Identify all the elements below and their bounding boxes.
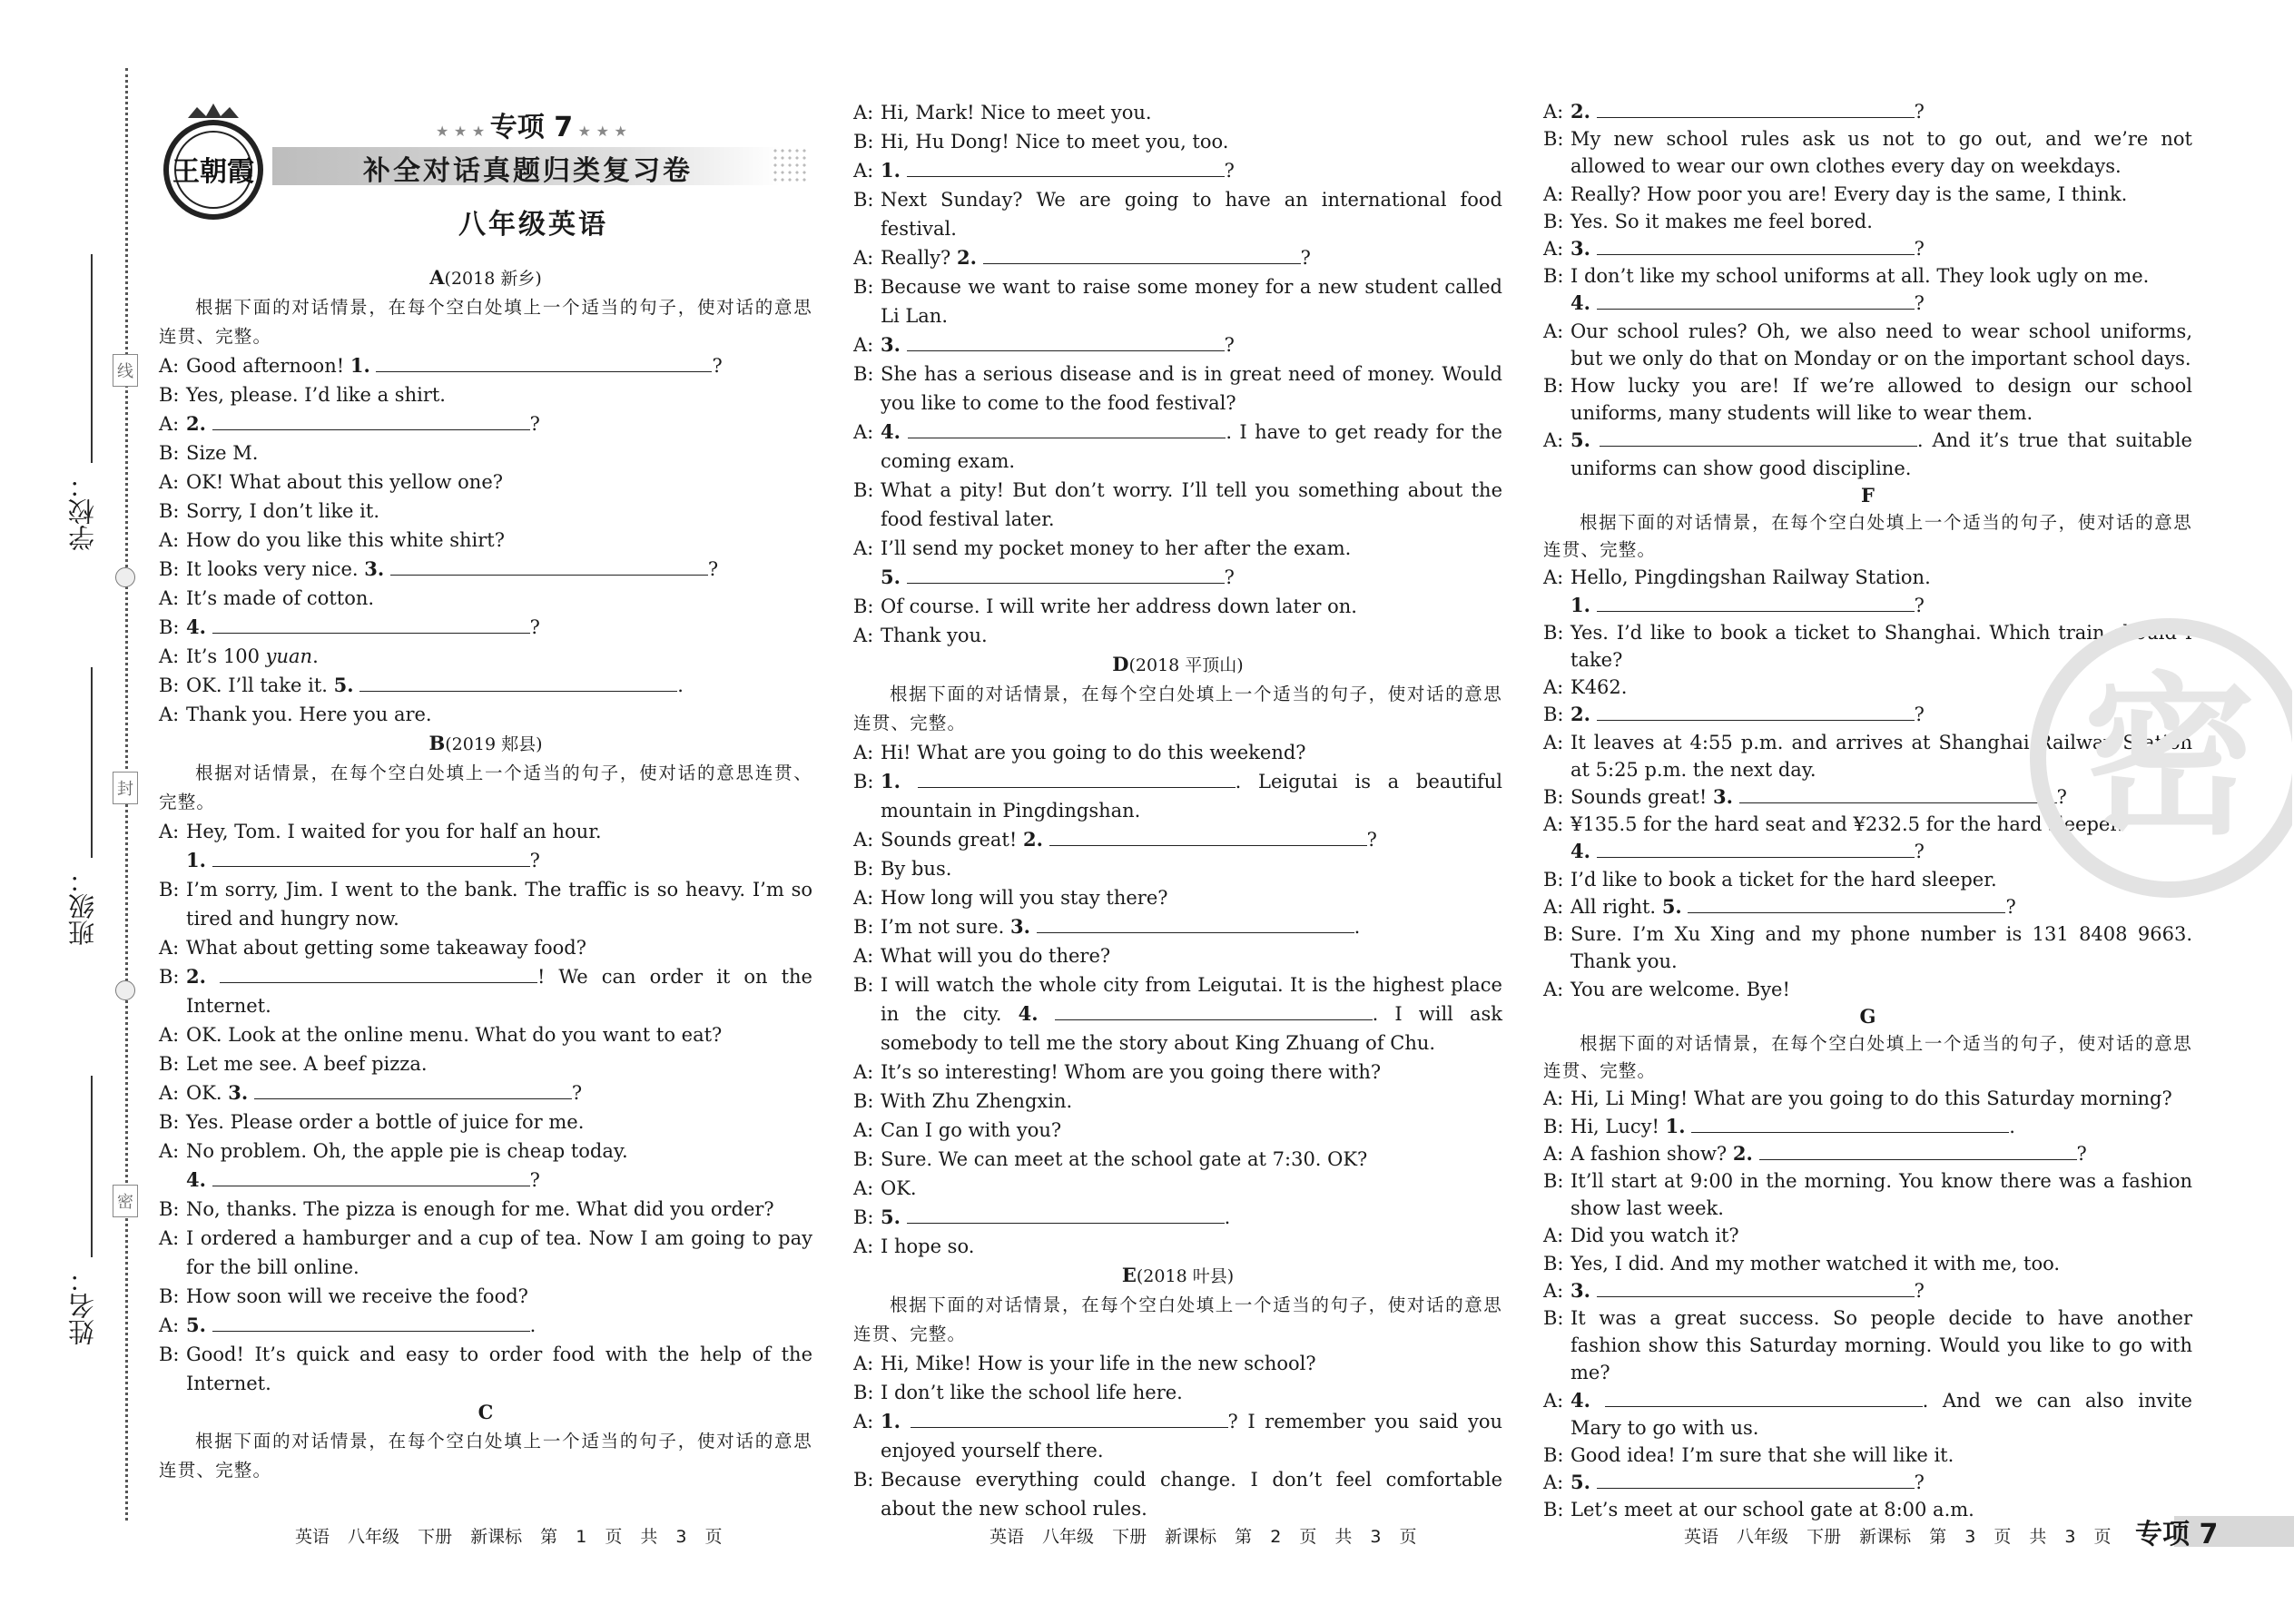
binding-hole-icon <box>115 567 135 587</box>
binding-hole-icon <box>115 980 135 1000</box>
dialog-line: B: Hi, Lucy! 1. . <box>1543 1114 2015 1137</box>
name-field[interactable] <box>91 1076 93 1257</box>
answer-blank[interactable] <box>376 353 712 372</box>
section-title-c: C <box>478 1401 494 1423</box>
dialog-line: A: Hey, Tom. I waited for you for half an hour. <box>159 821 602 842</box>
dialog-line: A: I ordered a hamburger and a cup of tea. Now I am going to pay for the bill online. <box>159 1227 812 1278</box>
footer-page-1: 英语 八年级 下册 新课标 第 1 页 共 3 页 <box>295 1527 723 1547</box>
answer-blank[interactable] <box>1055 1001 1373 1020</box>
section-title-a: A(2018 新乡) <box>429 266 542 289</box>
dialog-line: A: Sounds great! 2. ? <box>853 828 1377 851</box>
dialog-line: A: I hope so. <box>853 1235 975 1257</box>
dialog-line: A: You are welcome. Bye! <box>1543 978 1790 1000</box>
dialog-line: B: It’ll start at 9:00 in the morning. You know there was a fashion show last week. <box>1543 1169 2192 1220</box>
dialog-line: A: K462. <box>1543 676 1628 699</box>
dialog-line: B: Sure. I’m Xu Xing and my phone number is 131 8408 9663. Thank you. <box>1543 923 2192 973</box>
dialog-line: B: I don’t like the school life here. <box>853 1382 1183 1403</box>
dialog-line: B: I will watch the whole city from Leigutai. It is the highest place in the city. 4. . I will ask somebody to tell me the story about King Zhuang of Chu. <box>853 974 1502 1054</box>
dialog-line: B: How lucky you are! If we’re allowed to design our school uniforms, many students will like to wear them. <box>1543 375 2192 425</box>
dialog-line: 1. ? <box>186 849 540 871</box>
dialog-line: 4. ? <box>1570 291 1925 315</box>
answer-blank[interactable] <box>1597 236 1915 255</box>
answer-blank[interactable] <box>212 411 530 430</box>
dialog-line: A: All right. 5. ? <box>1543 894 2016 918</box>
dialog-line: B: Sounds great! 3. ? <box>1543 785 2067 809</box>
dialog-line: A: It’s 100 yuan. <box>159 645 319 667</box>
answer-blank[interactable] <box>1037 914 1354 933</box>
instruction: 根据下面的对话情景，在每个空白处填上一个适当的句子，使对话的意思连贯、完整。 <box>1543 512 2192 561</box>
dialog-line: A: 5. ? <box>1543 1471 1925 1494</box>
dialog-line: A: 3. ? <box>1543 1278 1925 1302</box>
dialog-line: B: Yes, please. I’d like a shirt. <box>159 384 446 406</box>
section-tag: 专项 7 <box>2135 1519 2219 1550</box>
answer-blank[interactable] <box>212 1313 530 1332</box>
answer-blank[interactable] <box>359 673 677 692</box>
binding-mark-xian: 线 <box>113 354 138 387</box>
dialog-line: B: Hi, Hu Dong! Nice to meet you, too. <box>853 131 1229 153</box>
dialog-line: B: I’d like to book a ticket for the hard sleeper. <box>1543 868 1997 891</box>
answer-blank[interactable] <box>212 615 530 634</box>
dialog-line: 5. ? <box>881 566 1235 588</box>
dialog-line: B: Of course. I will write her address down later on. <box>853 595 1357 617</box>
answer-blank[interactable] <box>1597 702 1915 721</box>
dialog-line: B: Good! It’s quick and easy to order food with the help of the Internet. <box>159 1343 812 1394</box>
footer-page-2: 英语 八年级 下册 新课标 第 2 页 共 3 页 <box>989 1527 1417 1547</box>
dialog-line: A: A fashion show? 2. ? <box>1543 1141 2087 1165</box>
dialog-line: B: Because everything could change. I don’t feel comfortable about the new school rules. <box>853 1469 1502 1520</box>
answer-blank[interactable] <box>1605 1388 1923 1407</box>
answer-blank[interactable] <box>254 1080 572 1099</box>
dialog-line: B: Good idea! I’m sure that she will like it. <box>1543 1443 1954 1466</box>
dialog-line: B: It was a great success. So people decide to have another fashion show this Saturday morning. Would you like to go with me? <box>1543 1306 2192 1384</box>
answer-blank[interactable] <box>1597 839 1915 858</box>
answer-blank[interactable] <box>1597 593 1915 612</box>
dialog-line: A: Can I go with you? <box>853 1119 1062 1141</box>
dialog-line: 1. ? <box>1570 593 1925 616</box>
dialog-line: A: OK. Look at the online menu. What do you want to eat? <box>159 1024 723 1046</box>
binding-mark-mi: 密 <box>113 1185 138 1217</box>
dialog-line: B: I’m not sure. 3. . <box>853 915 1361 938</box>
dialog-line: A: OK. 3. ? <box>159 1081 583 1104</box>
title-bar-dots <box>772 147 808 185</box>
page-title: 补全对话真题归类复习卷 <box>363 155 693 187</box>
dialog-line: A: Really? How poor you are! Every day is the same, I think. <box>1543 182 2128 205</box>
answer-blank[interactable] <box>390 556 708 576</box>
dialog-line: B: Yes. Please order a bottle of juice for me. <box>159 1111 585 1133</box>
dialog-line: A: It’s so interesting! Whom are you going there with? <box>853 1061 1382 1083</box>
section-title-b: B(2019 郏县) <box>428 732 543 754</box>
answer-blank[interactable] <box>907 1205 1225 1224</box>
answer-blank[interactable] <box>1691 1114 2009 1133</box>
binding-mark-feng: 封 <box>113 772 138 804</box>
logo-text: 王朝霞 <box>172 156 254 188</box>
section-title-f: F <box>1861 483 1875 507</box>
dialog-line: B: What a pity! But don’t worry. I’ll tell you something about the food festival later. <box>853 479 1502 530</box>
dialog-line: B: Yes, I did. And my mother watched it with me, too. <box>1543 1252 2061 1275</box>
dialog-line: A: Our school rules? Oh, we also need to wear school uniforms, but we only do that on Monday or on the important school days. <box>1543 320 2192 369</box>
dialog-line: B: 2. ? <box>1543 703 1925 726</box>
answer-blank[interactable] <box>983 245 1301 264</box>
class-field[interactable] <box>91 667 93 858</box>
dialog-line: B: I don’t like my school uniforms at all. They look ugly on me. <box>1543 265 2150 288</box>
dialog-line: A: Hi, Mark! Nice to meet you. <box>853 102 1152 123</box>
dialog-line: A: It’s made of cotton. <box>159 587 375 609</box>
seal-text: 密 <box>2082 657 2257 858</box>
instruction: 根据下面的对话情景，在每个空白处填上一个适当的句子，使对话的意思连贯、完整。 <box>1543 1032 2192 1082</box>
dialog-line: A: I’ll send my pocket money to her after the exam. <box>853 537 1352 559</box>
answer-blank[interactable] <box>1049 827 1367 846</box>
answer-blank[interactable] <box>1597 290 1915 310</box>
dialog-line: B: My new school rules ask us not to go out, and we’re not allowed to wear our own clothes every day on weekdays. <box>1543 128 2192 178</box>
dialog-line: B: I’m sorry, Jim. I went to the bank. The traffic is so heavy. I’m so tired and hungry now. <box>159 879 812 930</box>
school-field[interactable] <box>91 254 93 463</box>
answer-blank[interactable] <box>220 964 537 983</box>
dialog-line: B: She has a serious disease and is in great need of money. Would you like to come to the food festival? <box>853 363 1502 414</box>
dialog-line: A: How do you like this white shirt? <box>159 529 505 551</box>
dialog-line: A: OK. <box>853 1177 917 1199</box>
answer-blank[interactable] <box>918 769 1236 788</box>
dialog-line: A: 1. ? I remember you said you enjoyed yourself there. <box>853 1410 1502 1462</box>
instruction: 根据对话情景，在每个空白处填上一个适当的句子，使对话的意思连贯、完整。 <box>159 763 812 812</box>
dialog-line: B: 5. . <box>853 1206 1231 1228</box>
school-label: 学校： <box>67 472 98 551</box>
answer-blank[interactable] <box>1597 1278 1915 1297</box>
dialog-line: A: Thank you. <box>853 625 988 646</box>
dialog-line: A: 5. . <box>159 1314 537 1336</box>
name-label: 姓名： <box>67 1266 98 1345</box>
answer-blank[interactable] <box>911 1409 1228 1428</box>
dialog-line: B: Size M. <box>159 442 259 464</box>
dialog-line: B: OK. I’ll take it. 5. . <box>159 674 684 696</box>
dialog-line: B: Let’s meet at our school gate at 8:00 a.m. <box>1543 1499 1974 1521</box>
answer-blank[interactable] <box>1597 1470 1915 1489</box>
dialog-line: A: 2. ? <box>159 412 540 435</box>
dialog-line: B: Yes. I’d like to book a ticket to Shanghai. Which train should I take? <box>1543 621 2192 672</box>
column-1 <box>159 263 812 1485</box>
page-subtitle: 八年级英语 <box>458 209 608 241</box>
dialog-line: A: ¥135.5 for the hard seat and ¥232.5 for the hard sleeper. <box>1543 813 2123 836</box>
dialog-line: A: 1. ? <box>853 159 1235 182</box>
dialog-line: B: With Zhu Zhengxin. <box>853 1090 1073 1112</box>
answer-blank[interactable] <box>907 158 1225 177</box>
instruction: 根据下面的对话情景，在每个空白处填上一个适当的句子，使对话的意思连贯、完整。 <box>853 684 1502 733</box>
dialog-line: A: Hi, Mike! How is your life in the new school? <box>853 1353 1316 1374</box>
section-title-e: E(2018 叶县) <box>1121 1264 1235 1286</box>
answer-blank[interactable] <box>212 1167 530 1186</box>
answer-blank[interactable] <box>1759 1141 2077 1160</box>
dialog-line: A: How long will you stay there? <box>853 887 1168 909</box>
dialog-line: A: Really? 2. ? <box>853 246 1311 269</box>
dialog-line: B: How soon will we receive the food? <box>159 1285 528 1307</box>
instruction: 根据下面的对话情景，在每个空白处填上一个适当的句子，使对话的意思连贯、完整。 <box>853 1294 1502 1344</box>
dialog-line: A: Hello, Pingdingshan Railway Station. <box>1543 566 1931 589</box>
section-title-d: D(2018 平顶山) <box>1112 653 1244 675</box>
footer-page-3: 英语 八年级 下册 新课标 第 3 页 共 3 页 <box>1684 1527 2112 1547</box>
dialog-line: A: 3. ? <box>853 333 1235 356</box>
dialog-line: A: 4. . I have to get ready for the coming exam. <box>853 420 1502 472</box>
dialog-line: B: Next Sunday? We are going to have an international food festival. <box>853 189 1502 240</box>
answer-blank[interactable] <box>1597 99 1915 118</box>
dialog-line: B: Sorry, I don’t like it. <box>159 500 379 522</box>
dialog-line: A: Hi, Li Ming! What are you going to do this Saturday morning? <box>1543 1088 2172 1110</box>
publisher-logo <box>156 102 271 229</box>
dialog-line: 4. ? <box>186 1168 540 1191</box>
instruction: 根据下面的对话情景，在每个空白处填上一个适当的句子，使对话的意思连贯、完整。 <box>159 1431 812 1481</box>
dialog-line: A: 4. . And we can also invite Mary to go with us. <box>1543 1388 2192 1439</box>
dialog-line: A: What will you do there? <box>853 945 1111 967</box>
dialog-line: B: It looks very nice. 3. ? <box>159 557 719 580</box>
dialog-line: 4. ? <box>1570 840 1925 863</box>
binding-margin <box>0 0 145 1624</box>
column-2 <box>853 98 1502 1523</box>
answer-blank[interactable] <box>1600 428 1917 447</box>
dialog-line: B: 2. ! We can order it on the Internet. <box>159 965 812 1017</box>
dialog-line: B: Because we want to raise some money for a new student called Li Lan. <box>853 276 1502 327</box>
dialog-line: A: It leaves at 4:55 p.m. and arrives at Shanghai Railway Station at 5:25 p.m. the next day. <box>1543 731 2192 781</box>
dialog-line: B: No, thanks. The pizza is enough for me. What did you order? <box>159 1198 774 1220</box>
answer-blank[interactable] <box>907 565 1225 584</box>
dialog-line: A: Good afternoon! 1. ? <box>159 354 723 377</box>
dialog-line: B: Yes. So it makes me feel bored. <box>1543 210 1873 232</box>
answer-blank[interactable] <box>1739 784 2057 803</box>
dialog-line: A: 2. ? <box>1543 100 1925 123</box>
dialog-line: B: Let me see. A beef pizza. <box>159 1053 428 1075</box>
seal-watermark <box>2020 608 2292 908</box>
dialog-line: A: Did you watch it? <box>1543 1225 1739 1247</box>
answer-blank[interactable] <box>907 332 1225 351</box>
answer-blank[interactable] <box>212 848 530 867</box>
dialog-line: B: 1. . Leigutai is a beautiful mountain in Pingdingshan. <box>853 770 1502 822</box>
answer-blank[interactable] <box>908 419 1226 438</box>
dialog-line: A: 5. . And it’s true that suitable uniforms can show good discipline. <box>1543 428 2192 479</box>
dialog-line: A: No problem. Oh, the apple pie is cheap today. <box>159 1140 628 1162</box>
section-title-g: G <box>1859 1004 1876 1028</box>
instruction: 根据下面的对话情景，在每个空白处填上一个适当的句子，使对话的意思连贯、完整。 <box>159 297 812 347</box>
class-label: 班级： <box>67 867 98 946</box>
dialog-line: A: What about getting some takeaway food? <box>159 937 586 959</box>
answer-blank[interactable] <box>1688 894 2005 913</box>
dialog-line: B: 4. ? <box>159 615 540 638</box>
dialog-line: A: 3. ? <box>1543 237 1925 261</box>
dialog-line: A: Hi! What are you going to do this weekend? <box>853 742 1306 763</box>
dialog-line: A: Thank you. Here you are. <box>159 704 432 725</box>
dialog-line: A: OK! What about this yellow one? <box>159 471 504 493</box>
series-label: ★ ★ ★ 专项 7 ★ ★ ★ <box>436 112 627 143</box>
dialog-line: B: Sure. We can meet at the school gate at 7:30. OK? <box>853 1148 1368 1170</box>
dialog-line: B: By bus. <box>853 858 952 880</box>
